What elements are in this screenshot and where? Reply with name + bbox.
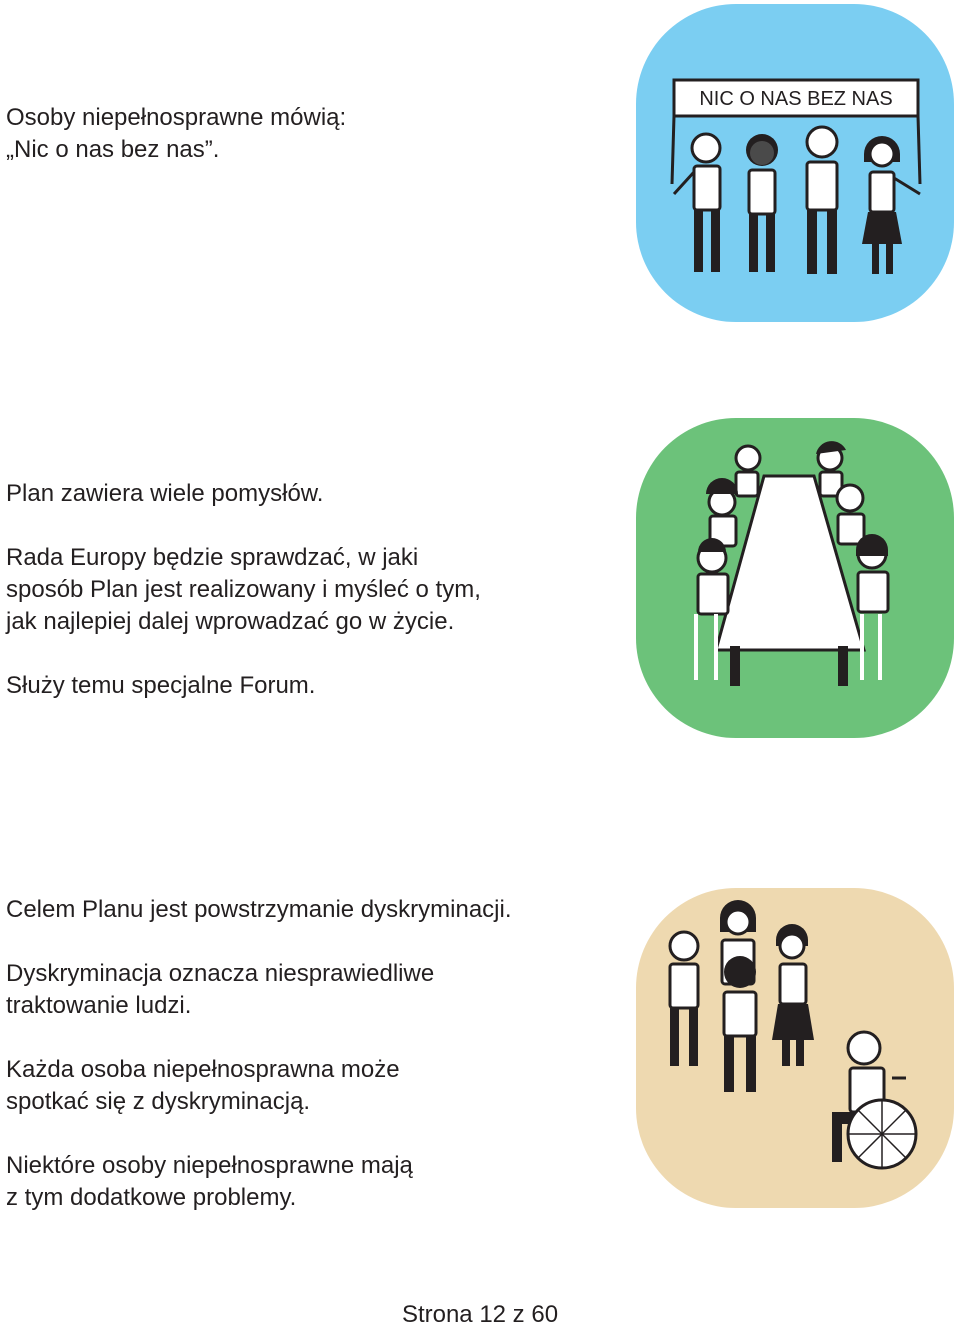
paragraph: Celem Planu jest powstrzymanie dyskryminacji. <box>6 896 512 923</box>
banner-text: NIC O NAS BEZ NAS <box>699 88 893 110</box>
section-3-text <box>6 894 606 1214</box>
people-with-banner-illustration <box>636 4 954 322</box>
paragraph: Plan zawiera wiele pomysłów. <box>6 480 324 507</box>
paragraph: Dyskryminacja oznacza niesprawiedliwe traktowanie ludzi. <box>6 960 435 1019</box>
section-2-text <box>6 478 606 702</box>
paragraph: Niektóre osoby niepełnosprawne mają z tym dodatkowe problemy. <box>6 1152 413 1211</box>
group-and-wheelchair-illustration <box>636 888 954 1208</box>
paragraph: Służy temu specjalne Forum. <box>6 672 316 699</box>
paragraph: Osoby niepełnosprawne mówią: „Nic o nas bez nas”. <box>6 104 347 163</box>
paragraph: Rada Europy będzie sprawdzać, w jaki sposób Plan jest realizowany i myśleć o tym, jak najlepiej dalej wprowadzać go w życie. <box>6 544 481 635</box>
page-number: Strona 12 z 60 <box>401 1301 559 1328</box>
paragraph: Każda osoba niepełnosprawna może spotkać się z dyskryminacją. <box>6 1056 400 1115</box>
meeting-table-illustration <box>636 418 954 738</box>
section-1-text <box>6 102 606 166</box>
